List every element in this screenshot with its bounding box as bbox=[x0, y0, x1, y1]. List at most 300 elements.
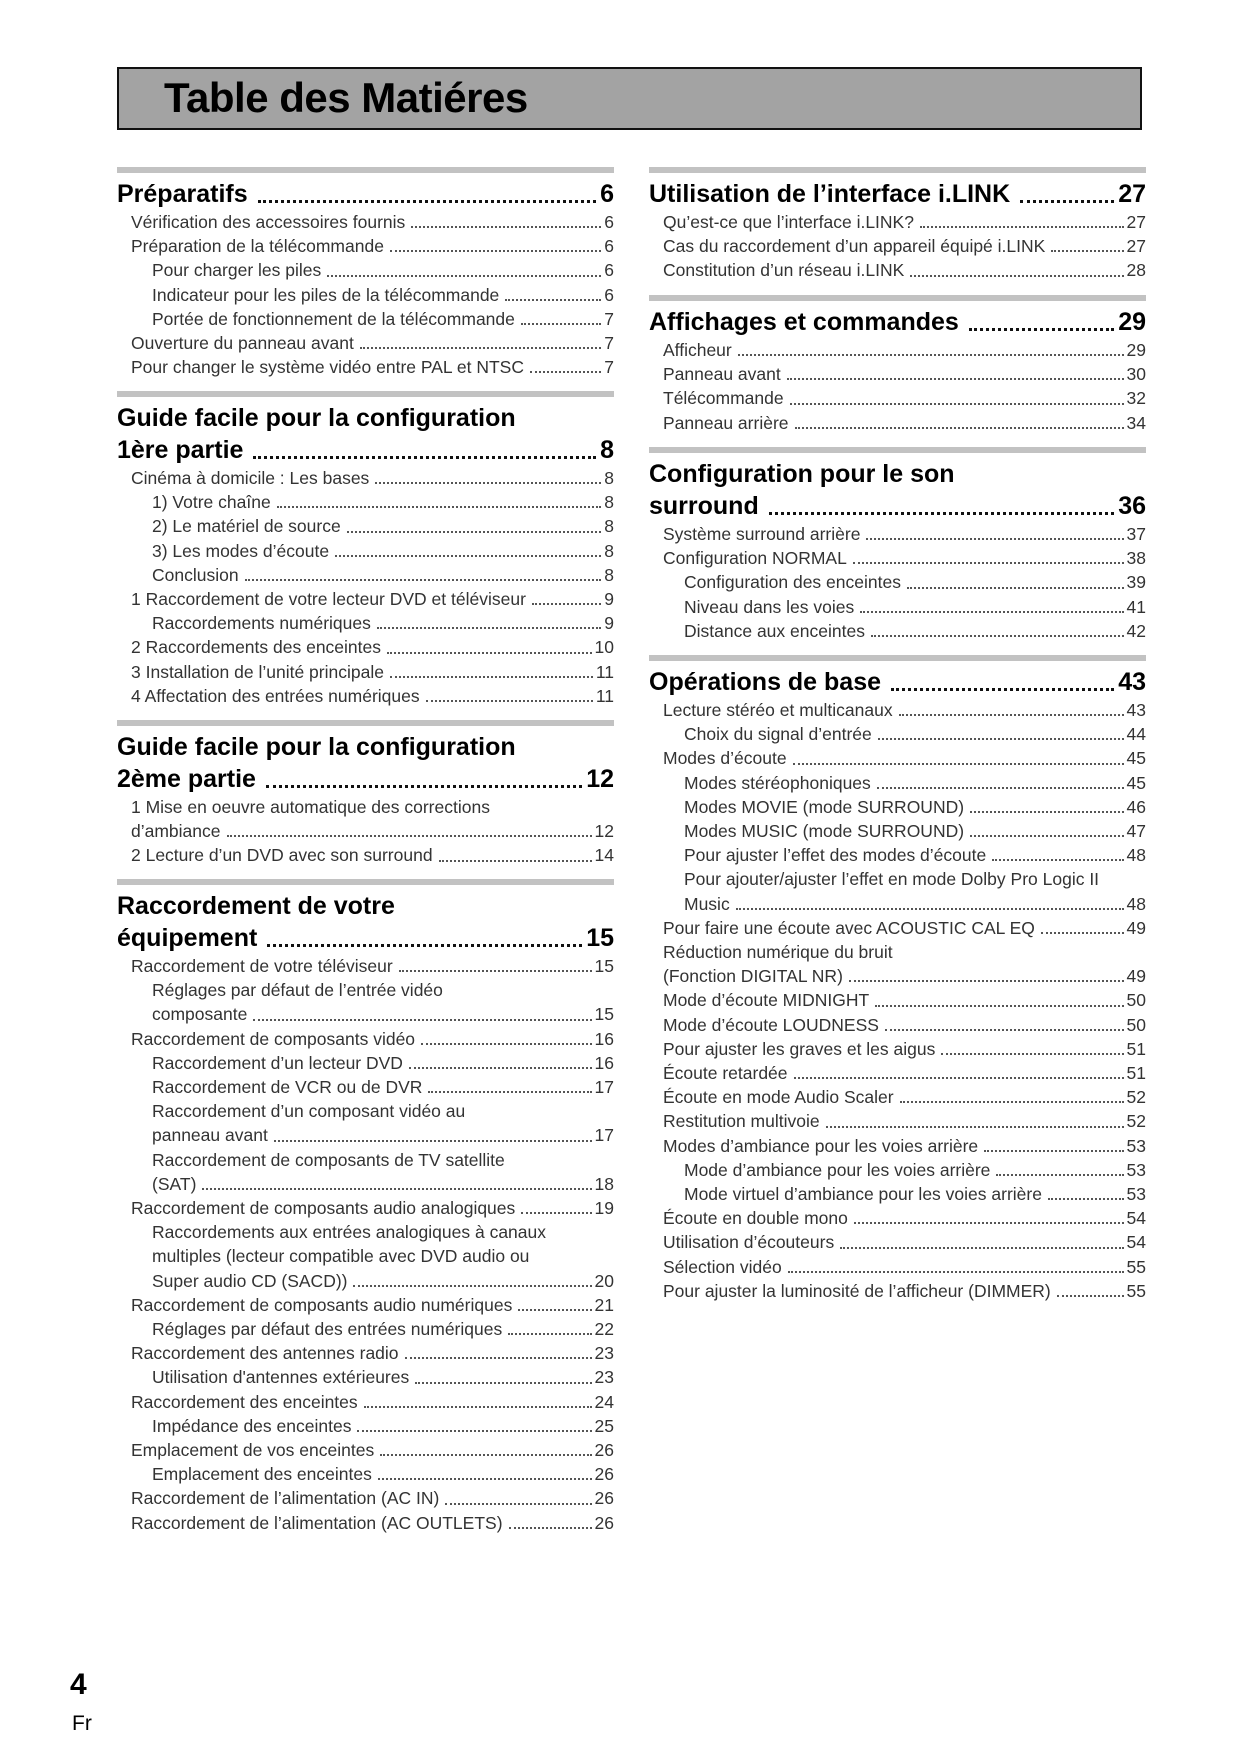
heading-page-number: 15 bbox=[586, 924, 614, 952]
entry-page-number: 26 bbox=[594, 1464, 614, 1485]
dot-leader bbox=[900, 1101, 1124, 1103]
entry-text: Raccordement des enceintes bbox=[131, 1391, 358, 1412]
entry-text: Configuration NORMAL bbox=[663, 548, 847, 569]
entry-text: 3) Les modes d’écoute bbox=[152, 540, 330, 561]
dot-leader bbox=[970, 811, 1123, 813]
entry-page-number: 45 bbox=[1126, 748, 1146, 769]
section-heading[interactable] bbox=[117, 922, 614, 954]
toc-entry[interactable] bbox=[117, 490, 614, 514]
dot-leader bbox=[380, 1454, 591, 1456]
entry-page-number: 43 bbox=[1126, 700, 1146, 720]
entry-page-number: 53 bbox=[1126, 1184, 1146, 1205]
entry-text: Raccordement de composants vidéo bbox=[131, 1028, 416, 1049]
toc-section bbox=[649, 295, 1146, 435]
dot-leader bbox=[849, 980, 1124, 982]
entry-text: Conclusion bbox=[152, 564, 239, 585]
dot-leader bbox=[530, 371, 601, 373]
entry-text: Afficheur bbox=[663, 340, 732, 360]
dot-leader bbox=[253, 456, 596, 459]
dot-leader bbox=[1020, 200, 1114, 203]
entry-text: Super audio CD (SACD)) bbox=[152, 1270, 348, 1291]
toc-entry[interactable] bbox=[649, 386, 1146, 410]
entry-text: Préparation de la télécommande bbox=[131, 236, 384, 257]
entry-text: Distance aux enceintes bbox=[684, 620, 865, 641]
toc-entry[interactable] bbox=[117, 1438, 614, 1462]
heading-text: 1ère partie bbox=[117, 436, 244, 464]
toc-entry[interactable] bbox=[649, 210, 1146, 234]
entry-page-number: 55 bbox=[1126, 1256, 1146, 1277]
dot-leader bbox=[907, 587, 1124, 589]
entry-text: Pour ajuster la luminosité de l’afficheur (DIMMER) bbox=[663, 1280, 1051, 1301]
dot-leader bbox=[769, 512, 1114, 515]
entry-text: Télécommande bbox=[663, 388, 784, 409]
heading-page-number: 12 bbox=[586, 765, 614, 793]
entry-text: 1 Mise en oeuvre automatique des corrections bbox=[131, 797, 490, 817]
entry-text: Mode d’ambiance pour les voies arrière bbox=[684, 1159, 991, 1180]
toc-entry[interactable] bbox=[649, 964, 1146, 988]
entry-page-number: 12 bbox=[594, 821, 614, 842]
dot-leader bbox=[390, 250, 601, 252]
entry-page-number: 9 bbox=[604, 613, 614, 634]
toc-entry[interactable] bbox=[649, 819, 1146, 843]
entry-text: Indicateur pour les piles de la télécommande bbox=[152, 284, 500, 305]
entry-page-number: 6 bbox=[604, 212, 614, 232]
toc-entry[interactable] bbox=[117, 978, 614, 1002]
section-heading[interactable] bbox=[117, 402, 614, 434]
entry-text: Raccordement de composants audio numériques bbox=[131, 1294, 513, 1315]
toc-entry[interactable] bbox=[117, 1051, 614, 1075]
entry-page-number: 37 bbox=[1126, 524, 1146, 544]
heading-text: équipement bbox=[117, 924, 258, 952]
section-divider bbox=[117, 391, 614, 397]
entry-page-number: 49 bbox=[1126, 917, 1146, 938]
dot-leader bbox=[405, 1357, 592, 1359]
dot-leader bbox=[970, 835, 1123, 837]
entry-page-number: 15 bbox=[594, 956, 614, 976]
toc-entry[interactable] bbox=[649, 522, 1146, 546]
entry-text: Raccordement d’un composant vidéo au bbox=[152, 1101, 466, 1122]
entry-page-number: 9 bbox=[604, 589, 614, 610]
toc-entry[interactable] bbox=[117, 1196, 614, 1220]
dot-leader bbox=[787, 378, 1124, 380]
toc-entry[interactable] bbox=[649, 698, 1146, 722]
toc-entry[interactable] bbox=[117, 563, 614, 587]
toc-section bbox=[649, 655, 1146, 1303]
section-divider bbox=[649, 447, 1146, 453]
toc-entry[interactable] bbox=[649, 1230, 1146, 1254]
entry-text: Panneau arrière bbox=[663, 412, 789, 433]
toc-entry[interactable] bbox=[649, 1158, 1146, 1182]
entry-page-number: 45 bbox=[1126, 772, 1146, 793]
entry-text: Écoute retardée bbox=[663, 1063, 788, 1084]
section-heading[interactable] bbox=[117, 763, 614, 795]
heading-text: Guide facile pour la configuration bbox=[117, 404, 516, 432]
entry-page-number: 30 bbox=[1126, 364, 1146, 385]
entry-page-number: 22 bbox=[594, 1319, 614, 1340]
toc-entry[interactable] bbox=[649, 940, 1146, 964]
dot-leader bbox=[826, 1126, 1124, 1128]
section-heading[interactable] bbox=[649, 666, 1146, 698]
dot-leader bbox=[245, 579, 602, 581]
dot-leader bbox=[996, 1174, 1123, 1176]
toc-entry[interactable] bbox=[117, 1244, 614, 1268]
toc-entry[interactable] bbox=[117, 234, 614, 258]
toc-entry[interactable] bbox=[117, 514, 614, 538]
toc-entry[interactable] bbox=[117, 843, 614, 867]
entry-page-number: 54 bbox=[1126, 1208, 1146, 1229]
entry-page-number: 8 bbox=[604, 468, 614, 488]
entry-text: 3 Installation de l’unité principale bbox=[131, 661, 384, 682]
entry-text: Modes MUSIC (mode SURROUND) bbox=[684, 821, 965, 842]
heading-text: Guide facile pour la configuration bbox=[117, 733, 516, 761]
entry-page-number: 16 bbox=[594, 1052, 614, 1073]
dot-leader bbox=[738, 354, 1124, 356]
entry-page-number: 11 bbox=[595, 661, 614, 682]
entry-page-number: 26 bbox=[594, 1488, 614, 1509]
toc-entry[interactable] bbox=[649, 546, 1146, 570]
dot-leader bbox=[258, 200, 596, 203]
entry-page-number: 55 bbox=[1126, 1280, 1146, 1301]
toc-entry[interactable] bbox=[649, 1279, 1146, 1303]
toc-entry[interactable] bbox=[649, 916, 1146, 940]
entry-page-number: 48 bbox=[1126, 845, 1146, 866]
title-banner bbox=[117, 67, 1142, 130]
toc-entry[interactable] bbox=[117, 355, 614, 379]
dot-leader bbox=[375, 482, 601, 484]
dot-leader bbox=[439, 860, 592, 862]
heading-page-number: 8 bbox=[600, 436, 614, 464]
toc-entry[interactable] bbox=[117, 1486, 614, 1510]
entry-text: Impédance des enceintes bbox=[152, 1415, 352, 1436]
toc-entry[interactable] bbox=[649, 892, 1146, 916]
toc-entry[interactable] bbox=[117, 1075, 614, 1099]
entry-page-number: 50 bbox=[1126, 1014, 1146, 1035]
entry-text: Restitution multivoie bbox=[663, 1111, 820, 1132]
toc-entry[interactable] bbox=[117, 1099, 614, 1123]
entry-text: Raccordement de l’alimentation (AC IN) bbox=[131, 1488, 440, 1509]
toc-entry[interactable] bbox=[649, 843, 1146, 867]
entry-text: Mode d’écoute LOUDNESS bbox=[663, 1014, 879, 1035]
toc-entry[interactable] bbox=[649, 258, 1146, 282]
entry-text: Raccordement d’un lecteur DVD bbox=[152, 1052, 403, 1073]
dot-leader bbox=[854, 1222, 1124, 1224]
entry-page-number: 24 bbox=[594, 1391, 614, 1412]
entry-text: Modes stéréophoniques bbox=[684, 772, 871, 793]
toc-entry[interactable] bbox=[649, 362, 1146, 386]
entry-page-number: 21 bbox=[594, 1294, 614, 1315]
toc-entry[interactable] bbox=[117, 1390, 614, 1414]
dot-leader bbox=[390, 676, 593, 678]
entry-page-number: 6 bbox=[604, 236, 614, 257]
entry-page-number: 8 bbox=[604, 540, 614, 561]
entry-page-number: 53 bbox=[1126, 1135, 1146, 1156]
dot-leader bbox=[521, 1212, 591, 1214]
toc-entry[interactable] bbox=[649, 1061, 1146, 1085]
entry-page-number: 17 bbox=[594, 1125, 614, 1146]
dot-leader bbox=[347, 531, 602, 533]
dot-leader bbox=[875, 1005, 1123, 1007]
toc-entry[interactable] bbox=[649, 795, 1146, 819]
entry-text: 1) Votre chaîne bbox=[152, 492, 271, 513]
section-divider bbox=[649, 295, 1146, 301]
dot-leader bbox=[984, 1150, 1123, 1152]
entry-page-number: 26 bbox=[594, 1512, 614, 1533]
entry-page-number: 54 bbox=[1126, 1232, 1146, 1253]
entry-text: Raccordement de l’alimentation (AC OUTLETS) bbox=[131, 1512, 503, 1533]
toc-entry[interactable] bbox=[117, 1365, 614, 1389]
entry-page-number: 44 bbox=[1126, 724, 1146, 745]
dot-leader bbox=[992, 859, 1123, 861]
toc-entry[interactable] bbox=[117, 954, 614, 978]
entry-page-number: 52 bbox=[1126, 1111, 1146, 1132]
entry-text: Système surround arrière bbox=[663, 524, 861, 544]
heading-page-number: 43 bbox=[1118, 668, 1146, 696]
toc-entry[interactable] bbox=[649, 1037, 1146, 1061]
toc-section bbox=[117, 167, 614, 379]
section-heading[interactable] bbox=[649, 490, 1146, 522]
entry-text: Pour ajouter/ajuster l’effet en mode Dolby Pro Logic II bbox=[684, 869, 1100, 890]
dot-leader bbox=[274, 1140, 592, 1142]
section-heading[interactable] bbox=[649, 306, 1146, 338]
section-divider bbox=[649, 167, 1146, 173]
entry-text: Modes MOVIE (mode SURROUND) bbox=[684, 796, 965, 817]
toc-entry[interactable] bbox=[649, 1134, 1146, 1158]
heading-text: Configuration pour le son bbox=[649, 460, 955, 488]
entry-page-number: 32 bbox=[1126, 388, 1146, 409]
toc-entry[interactable] bbox=[117, 795, 614, 819]
toc-entry[interactable] bbox=[649, 619, 1146, 643]
toc-entry[interactable] bbox=[117, 684, 614, 708]
dot-leader bbox=[445, 1503, 591, 1505]
entry-text: 4 Affectation des entrées numériques bbox=[131, 685, 420, 706]
entry-text: Vérification des accessoires fournis bbox=[131, 212, 406, 232]
entry-page-number: 48 bbox=[1126, 893, 1146, 914]
dot-leader bbox=[387, 652, 592, 654]
toc-entry[interactable] bbox=[117, 1414, 614, 1438]
toc-entry[interactable] bbox=[649, 338, 1146, 362]
section-divider bbox=[649, 655, 1146, 661]
entry-text: Emplacement de vos enceintes bbox=[131, 1440, 375, 1461]
entry-text: Niveau dans les voies bbox=[684, 596, 855, 617]
toc-entry[interactable] bbox=[117, 1317, 614, 1341]
entry-text: Réglages par défaut de l’entrée vidéo bbox=[152, 980, 443, 1001]
dot-leader bbox=[910, 275, 1123, 277]
toc-entry[interactable] bbox=[117, 587, 614, 611]
section-divider bbox=[117, 720, 614, 726]
heading-text: Affichages et commandes bbox=[649, 308, 959, 336]
entry-page-number: 39 bbox=[1126, 572, 1146, 593]
entry-page-number: 42 bbox=[1126, 620, 1146, 641]
dot-leader bbox=[920, 226, 1124, 228]
entry-text: Pour ajuster les graves et les aigus bbox=[663, 1038, 936, 1059]
toc-entry[interactable] bbox=[649, 988, 1146, 1012]
section-heading[interactable] bbox=[117, 731, 614, 763]
entry-text: Emplacement des enceintes bbox=[152, 1464, 372, 1485]
dot-leader bbox=[860, 611, 1123, 613]
section-heading[interactable] bbox=[649, 458, 1146, 490]
toc-entry[interactable] bbox=[117, 635, 614, 659]
entry-page-number: 11 bbox=[595, 685, 614, 706]
toc-section bbox=[117, 720, 614, 868]
entry-page-number: 46 bbox=[1126, 796, 1146, 817]
dot-leader bbox=[267, 944, 582, 947]
entry-page-number: 53 bbox=[1126, 1159, 1146, 1180]
toc-entry[interactable] bbox=[649, 746, 1146, 770]
dot-leader bbox=[788, 1271, 1124, 1273]
entry-text: Music bbox=[684, 893, 730, 914]
entry-page-number: 23 bbox=[594, 1367, 614, 1388]
entry-text: composante bbox=[152, 1004, 248, 1025]
dot-leader bbox=[428, 1091, 591, 1093]
dot-leader bbox=[885, 1029, 1124, 1031]
toc-entry[interactable] bbox=[117, 1341, 614, 1365]
toc-entry[interactable] bbox=[649, 234, 1146, 258]
entry-page-number: 10 bbox=[594, 637, 614, 658]
entry-text: Modes d’ambiance pour les voies arrière bbox=[663, 1135, 979, 1156]
toc-entry[interactable] bbox=[117, 1123, 614, 1147]
entry-page-number: 34 bbox=[1126, 412, 1146, 433]
toc-entry[interactable] bbox=[649, 1182, 1146, 1206]
entry-text: panneau avant bbox=[152, 1125, 268, 1146]
entry-page-number: 6 bbox=[604, 260, 614, 281]
entry-text: Cas du raccordement d’un appareil équipé i.LINK bbox=[663, 236, 1046, 257]
entry-page-number: 51 bbox=[1126, 1038, 1146, 1059]
entry-page-number: 7 bbox=[604, 357, 614, 378]
toc-entry[interactable] bbox=[117, 1269, 614, 1293]
entry-page-number: 50 bbox=[1126, 990, 1146, 1011]
dot-leader bbox=[941, 1053, 1123, 1055]
dot-leader bbox=[1041, 932, 1124, 934]
toc-section bbox=[649, 447, 1146, 643]
entry-text: Écoute en mode Audio Scaler bbox=[663, 1087, 894, 1108]
toc-entry[interactable] bbox=[117, 1002, 614, 1026]
section-heading[interactable] bbox=[649, 178, 1146, 210]
dot-leader bbox=[415, 1382, 591, 1384]
entry-page-number: 26 bbox=[594, 1440, 614, 1461]
toc-entry[interactable] bbox=[649, 771, 1146, 795]
dot-leader bbox=[377, 627, 601, 629]
heading-text: surround bbox=[649, 492, 759, 520]
entry-text: Raccordements aux entrées analogiques à canaux bbox=[152, 1222, 546, 1243]
dot-leader bbox=[357, 1430, 591, 1432]
entry-page-number: 16 bbox=[594, 1028, 614, 1049]
entry-text: Modes d’écoute bbox=[663, 748, 787, 769]
toc-entry[interactable] bbox=[117, 611, 614, 635]
dot-leader bbox=[360, 347, 601, 349]
dot-leader bbox=[793, 763, 1124, 765]
toc-entry[interactable] bbox=[117, 1172, 614, 1196]
page-number: 4 bbox=[70, 1668, 87, 1701]
entry-page-number: 28 bbox=[1126, 260, 1146, 281]
dot-leader bbox=[508, 1333, 591, 1335]
section-heading[interactable] bbox=[117, 890, 614, 922]
entry-text: Panneau avant bbox=[663, 364, 781, 385]
toc-entry[interactable] bbox=[649, 1013, 1146, 1037]
dot-leader bbox=[853, 562, 1124, 564]
toc-entry[interactable] bbox=[117, 660, 614, 684]
dot-leader bbox=[518, 1309, 591, 1311]
heading-text: Raccordement de votre bbox=[117, 892, 395, 920]
dot-leader bbox=[532, 603, 601, 605]
toc-entry[interactable] bbox=[117, 331, 614, 355]
entry-text: Qu’est-ce que l’interface i.LINK? bbox=[663, 212, 914, 232]
toc-entry[interactable] bbox=[117, 258, 614, 282]
entry-page-number: 51 bbox=[1126, 1063, 1146, 1084]
dot-leader bbox=[1057, 1295, 1124, 1297]
dot-leader bbox=[353, 1285, 591, 1287]
entry-page-number: 29 bbox=[1126, 340, 1146, 360]
toc-entry[interactable] bbox=[117, 1511, 614, 1535]
dot-leader bbox=[335, 555, 601, 557]
toc-entry[interactable] bbox=[649, 1085, 1146, 1109]
entry-page-number: 15 bbox=[594, 1004, 614, 1025]
heading-text: Préparatifs bbox=[117, 180, 248, 208]
dot-leader bbox=[790, 403, 1124, 405]
entry-text: 2) Le matériel de source bbox=[152, 516, 341, 537]
entry-text: (SAT) bbox=[152, 1173, 197, 1194]
entry-text: 2 Lecture d’un DVD avec son surround bbox=[131, 845, 433, 866]
toc-entry[interactable] bbox=[117, 539, 614, 563]
heading-page-number: 6 bbox=[600, 180, 614, 208]
dot-leader bbox=[969, 328, 1114, 331]
toc-entry[interactable] bbox=[649, 595, 1146, 619]
entry-text: Mode virtuel d’ambiance pour les voies arrière bbox=[684, 1184, 1042, 1205]
entry-text: 2 Raccordements des enceintes bbox=[131, 637, 381, 658]
toc-entry[interactable] bbox=[117, 283, 614, 307]
dot-leader bbox=[1051, 250, 1123, 252]
entry-text: 1 Raccordement de votre lecteur DVD et téléviseur bbox=[131, 589, 526, 610]
toc-entry[interactable] bbox=[649, 1206, 1146, 1230]
toc-entry[interactable] bbox=[117, 1148, 614, 1172]
toc-entry[interactable] bbox=[649, 867, 1146, 891]
entry-page-number: 7 bbox=[604, 333, 614, 354]
dot-leader bbox=[521, 323, 601, 325]
entry-text: Raccordement des antennes radio bbox=[131, 1343, 399, 1364]
entry-text: Lecture stéréo et multicanaux bbox=[663, 700, 893, 720]
toc-entry[interactable] bbox=[649, 411, 1146, 435]
entry-page-number: 14 bbox=[594, 845, 614, 866]
dot-leader bbox=[505, 299, 601, 301]
dot-leader bbox=[399, 970, 592, 972]
toc-entry[interactable] bbox=[649, 570, 1146, 594]
entry-page-number: 41 bbox=[1126, 596, 1146, 617]
entry-page-number: 38 bbox=[1126, 548, 1146, 569]
section-heading[interactable] bbox=[117, 178, 614, 210]
toc-entry[interactable] bbox=[117, 307, 614, 331]
toc-entry[interactable] bbox=[117, 466, 614, 490]
heading-page-number: 29 bbox=[1118, 308, 1146, 336]
dot-leader bbox=[866, 538, 1123, 540]
toc-entry[interactable] bbox=[117, 1220, 614, 1244]
toc-entry[interactable] bbox=[117, 1462, 614, 1486]
toc-entry[interactable] bbox=[649, 1109, 1146, 1133]
entry-page-number: 52 bbox=[1126, 1087, 1146, 1108]
section-heading[interactable] bbox=[117, 434, 614, 466]
toc-entry[interactable] bbox=[649, 1255, 1146, 1279]
dot-leader bbox=[202, 1188, 591, 1190]
toc-entry[interactable] bbox=[649, 722, 1146, 746]
entry-page-number: 6 bbox=[604, 284, 614, 305]
entry-page-number: 20 bbox=[594, 1270, 614, 1291]
entry-text: Raccordement de VCR ou de DVR bbox=[152, 1077, 423, 1098]
dot-leader bbox=[327, 275, 601, 277]
entry-text: Pour faire une écoute avec ACOUSTIC CAL EQ bbox=[663, 917, 1035, 938]
toc-entry[interactable] bbox=[117, 1293, 614, 1317]
toc-entry[interactable] bbox=[117, 210, 614, 234]
toc-entry[interactable] bbox=[117, 819, 614, 843]
toc-entry[interactable] bbox=[117, 1027, 614, 1051]
dot-leader bbox=[409, 1067, 592, 1069]
